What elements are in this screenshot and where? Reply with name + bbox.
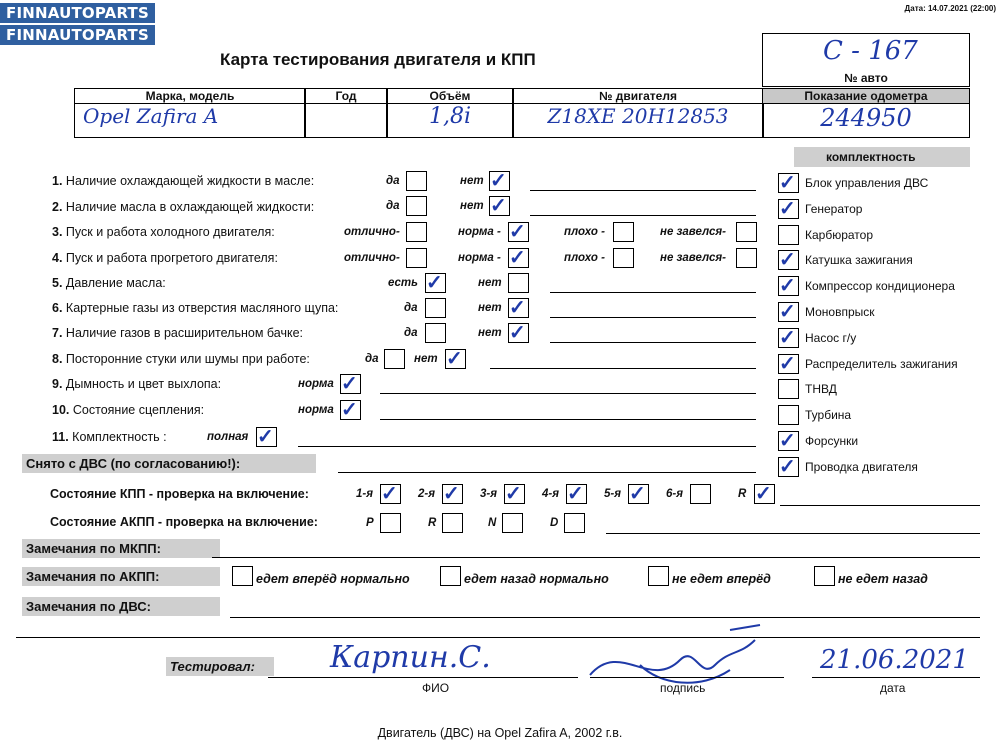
kit-item-label: Блок управления ДВС [805, 176, 929, 190]
question-7: 7. Наличие газов в расширительном бачке: [52, 326, 304, 340]
date-line [812, 677, 980, 678]
answer-line [530, 215, 756, 216]
kit-item-label: Карбюратор [805, 227, 874, 242]
akpp-remark-label: едет назад нормально [464, 572, 609, 586]
check-mark-icon: ✓ [779, 197, 796, 220]
header-odometer: Показание одометра [763, 89, 969, 104]
kit-checkbox[interactable] [778, 354, 799, 374]
check-mark-icon: ✓ [381, 483, 398, 505]
checkbox-q11-polnaya[interactable] [256, 427, 277, 447]
page-title: Карта тестирования двигателя и КПП [220, 50, 536, 69]
akpp-gear-label: P [366, 517, 374, 529]
answer-line [230, 617, 980, 618]
value-volume: 1,8i [428, 104, 472, 129]
akpp-gear-checkbox[interactable] [502, 513, 523, 533]
akpp-remark-label: не едет вперёд [672, 572, 771, 586]
kpp-gear-checkbox[interactable] [754, 484, 775, 504]
akpp-remark-label: не едет назад [838, 572, 928, 586]
check-mark-icon: ✓ [779, 172, 796, 194]
checkbox-q5-net[interactable] [508, 273, 529, 293]
kit-checkbox[interactable] [778, 250, 799, 270]
option-label-net: нет [478, 302, 502, 314]
kit-title: комплектность [826, 150, 916, 164]
question-1: 1. Наличие охлаждающей жидкости в масле: [52, 174, 315, 188]
table-cell-model [74, 88, 306, 138]
check-mark-icon: ✓ [779, 249, 796, 272]
kit-item-label: Турбина [805, 408, 852, 423]
kit-item-label: Генератор [805, 201, 863, 216]
removed-from-engine-label: Снято с ДВС (по согласованию!): [22, 454, 316, 473]
table-cell-engine [512, 88, 764, 138]
tester-name: Карпин.С. [330, 640, 491, 675]
check-mark-icon: ✓ [426, 272, 443, 294]
akpp-remark-checkbox[interactable] [440, 566, 461, 586]
check-mark-icon: ✓ [505, 483, 522, 505]
print-date: Дата: 14.07.2021 (22:00) [904, 4, 996, 13]
answer-line [550, 342, 756, 343]
question-8: 8. Посторонние стуки или шумы при работе: [52, 352, 310, 366]
fio-line [268, 677, 578, 678]
check-mark-icon: ✓ [257, 426, 274, 448]
checkbox-q6-da[interactable] [425, 298, 446, 318]
value-engine: Z18XE 20H12853 [547, 104, 729, 128]
vehicle-table [74, 88, 970, 138]
auto-number-label: № авто [844, 71, 888, 85]
checkbox-q4-ne-zavelsya[interactable] [736, 248, 757, 268]
brand-logo: FINNAUTOPARTS [0, 3, 155, 23]
kit-checkbox[interactable] [778, 405, 799, 425]
answer-line [550, 292, 756, 293]
option-label-norma: норма [298, 378, 334, 390]
kpp-gear-checkbox[interactable] [380, 484, 401, 504]
option-label-polnaya: полная [207, 431, 249, 443]
question-6: 6. Картерные газы из отверстия масляного щупа: [52, 301, 339, 315]
question-4: 4. Пуск и работа прогретого двигателя: [52, 251, 278, 265]
kpp-gear-checkbox[interactable] [504, 484, 525, 504]
signature-label: подпись [660, 681, 706, 695]
kit-item-label: Распределитель зажигания [805, 356, 958, 371]
answer-line [338, 472, 756, 473]
checkbox-q3-ne-zavelsya[interactable] [736, 222, 757, 242]
table-cell-volume [386, 88, 514, 138]
checkbox-q2-net[interactable] [489, 196, 510, 216]
kit-checkbox[interactable] [778, 276, 799, 296]
table-cell-odometer [762, 88, 970, 138]
kit-item-label: Компрессор кондиционера [805, 279, 955, 294]
test-date: 21.06.2021 [820, 645, 969, 675]
check-mark-icon: ✓ [446, 348, 463, 370]
auto-number-box [762, 33, 970, 87]
option-label-da: да [365, 353, 379, 365]
date-label: дата [880, 681, 906, 695]
checkbox-q4-otlichno[interactable] [406, 248, 427, 268]
question-3: 3. Пуск и работа холодного двигателя: [52, 225, 275, 239]
kit-checkbox[interactable] [778, 328, 799, 348]
question-9: 9. Дымность и цвет выхлопа: [52, 377, 222, 391]
signature-line [590, 677, 784, 678]
checkbox-q5-est[interactable] [425, 273, 446, 293]
question-5: 5. Давление масла: [52, 276, 166, 290]
remarks-akpp-label: Замечания по АКПП: [22, 567, 220, 586]
kit-checkbox[interactable] [778, 173, 799, 193]
tested-by-label: Тестировал: [166, 657, 274, 676]
remarks-dvs-label: Замечания по ДВС: [22, 597, 220, 616]
option-label-net: нет [478, 277, 502, 289]
check-mark-icon: ✓ [509, 322, 526, 344]
kpp-gear-label: 1-я [356, 488, 373, 500]
check-mark-icon: ✓ [779, 275, 796, 298]
answer-line [606, 533, 980, 534]
answer-line [550, 317, 756, 318]
kpp-gear-label: 4-я [542, 488, 559, 500]
table-cell-year [304, 88, 388, 138]
check-mark-icon: ✓ [509, 247, 526, 269]
answer-line [298, 446, 756, 447]
header-engine: № двигателя [513, 89, 763, 104]
answer-line [490, 368, 756, 369]
checkbox-q1-da[interactable] [406, 171, 427, 191]
brand-logo-secondary: FINNAUTOPARTS [0, 25, 155, 45]
akpp-gear-label: N [488, 517, 497, 529]
checkbox-q3-norma[interactable] [508, 222, 529, 242]
option-label-otlichno: отлично- [344, 252, 400, 264]
checkbox-q1-net[interactable] [489, 171, 510, 191]
checkbox-q6-net[interactable] [508, 298, 529, 318]
checkbox-q3-ploho[interactable] [613, 222, 634, 242]
check-mark-icon: ✓ [509, 221, 526, 243]
check-mark-icon: ✓ [755, 483, 772, 505]
answer-line [780, 505, 980, 506]
akpp-gear-label: R [428, 517, 437, 529]
image-caption: Двигатель (ДВС) на Opel Zafira A, 2002 г.в. [377, 726, 623, 740]
kit-item-label: Катушка зажигания [805, 253, 913, 268]
akpp-gear-checkbox[interactable] [564, 513, 585, 533]
option-label-ploho: плохо - [564, 226, 605, 238]
checkbox-q4-ploho[interactable] [613, 248, 634, 268]
kit-checkbox[interactable] [778, 302, 799, 322]
option-label-norma: норма - [458, 226, 501, 238]
kit-item-label: Моновпрыск [805, 305, 875, 319]
question-2: 2. Наличие масла в охлаждающей жидкости: [52, 200, 315, 214]
kpp-gear-checkbox[interactable] [442, 484, 463, 504]
option-label-ploho: плохо - [564, 252, 605, 264]
option-label-est: есть [388, 277, 418, 289]
kpp-gear-label: 5-я [604, 488, 621, 500]
option-label-da: да [386, 200, 400, 212]
kit-item-label: Форсунки [805, 434, 859, 448]
answer-line [16, 637, 980, 638]
check-mark-icon: ✓ [490, 170, 507, 192]
kpp-label: Состояние КПП - проверка на включение: [50, 487, 309, 501]
fio-label: ФИО [422, 681, 450, 695]
check-mark-icon: ✓ [341, 399, 358, 421]
check-mark-icon: ✓ [490, 195, 507, 217]
kpp-gear-label: 2-я [418, 488, 435, 500]
header-year: Год [305, 89, 387, 104]
checkbox-q4-norma[interactable] [508, 248, 529, 268]
option-label-norma: норма - [458, 252, 501, 264]
kit-item-label: Насос г/у [805, 330, 857, 345]
check-mark-icon: ✓ [341, 373, 358, 395]
checkbox-q9-norma[interactable] [340, 374, 361, 394]
kpp-gear-label: R [738, 488, 747, 500]
option-label-da: да [404, 327, 418, 339]
check-mark-icon: ✓ [779, 430, 796, 452]
check-mark-icon: ✓ [567, 483, 584, 505]
akpp-gear-checkbox[interactable] [442, 513, 463, 533]
value-model: Opel Zafira A [83, 104, 219, 128]
auto-number-value: C - 167 [823, 36, 918, 66]
answer-line [212, 557, 980, 558]
kpp-gear-label: 6-я [666, 488, 683, 500]
checkbox-q7-net[interactable] [508, 323, 529, 343]
header-model: Марка, модель [75, 89, 305, 104]
option-label-net: нет [460, 175, 484, 187]
header-volume: Объём [387, 89, 513, 104]
answer-line [380, 419, 756, 420]
option-label-ne-zavelsya: не завелся- [660, 252, 726, 264]
checkbox-q3-otlichno[interactable] [406, 222, 427, 242]
kpp-gear-checkbox[interactable] [690, 484, 711, 504]
kit-checkbox[interactable] [778, 457, 799, 477]
akpp-remark-checkbox[interactable] [648, 566, 669, 586]
check-mark-icon: ✓ [629, 483, 646, 505]
kpp-gear-checkbox[interactable] [628, 484, 649, 504]
akpp-remark-checkbox[interactable] [232, 566, 253, 586]
option-label-norma: норма [298, 404, 334, 416]
kit-checkbox[interactable] [778, 379, 799, 399]
option-label-ne-zavelsya: не завелся- [660, 226, 726, 238]
option-label-da: да [386, 175, 400, 187]
akpp-remark-label: едет вперёд нормально [256, 572, 410, 586]
value-odometer: 244950 [820, 104, 912, 132]
check-mark-icon: ✓ [509, 297, 526, 319]
remarks-mkpp-label: Замечания по МКПП: [22, 539, 220, 558]
check-mark-icon: ✓ [779, 455, 796, 478]
kpp-gear-checkbox[interactable] [566, 484, 587, 504]
checkbox-q10-norma[interactable] [340, 400, 361, 420]
checkbox-q8-net[interactable] [445, 349, 466, 369]
akpp-gear-label: D [550, 517, 559, 529]
option-label-net: нет [414, 353, 438, 365]
question-10: 10. Состояние сцепления: [52, 403, 205, 417]
kit-checkbox[interactable] [778, 225, 799, 245]
check-mark-icon: ✓ [443, 483, 460, 505]
question-11: 11. Комплектность : [52, 430, 167, 444]
option-label-net: нет [478, 327, 502, 339]
check-mark-icon: ✓ [779, 352, 796, 375]
kpp-gear-label: 3-я [480, 488, 497, 500]
check-mark-icon: ✓ [779, 326, 796, 349]
kit-item-label: Проводка двигателя [805, 459, 918, 474]
kit-title-bar [794, 147, 970, 167]
kit-checkbox[interactable] [778, 431, 799, 451]
check-mark-icon: ✓ [779, 301, 796, 323]
checkbox-q7-da[interactable] [425, 323, 446, 343]
kit-checkbox[interactable] [778, 199, 799, 219]
checkbox-q2-da[interactable] [406, 196, 427, 216]
akpp-gear-checkbox[interactable] [380, 513, 401, 533]
akpp-remark-checkbox[interactable] [814, 566, 835, 586]
answer-line [380, 393, 756, 394]
option-label-da: да [404, 302, 418, 314]
akpp-label: Состояние АКПП - проверка на включение: [50, 515, 318, 529]
option-label-net: нет [460, 200, 484, 212]
kit-item-label: ТНВД [805, 382, 837, 397]
answer-line [530, 190, 756, 191]
option-label-otlichno: отлично- [344, 226, 400, 238]
checkbox-q8-da[interactable] [384, 349, 405, 369]
